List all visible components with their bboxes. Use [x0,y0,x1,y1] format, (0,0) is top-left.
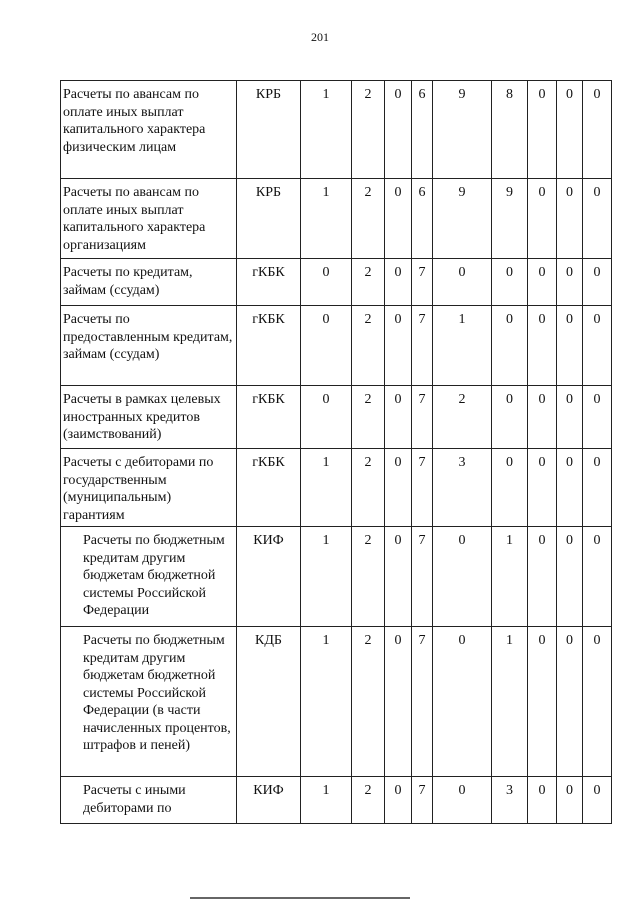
digit-cell: 0 [492,386,528,449]
digit-cell: 7 [412,449,433,527]
digit-cell: 9 [433,81,492,179]
digit-cell: 0 [557,81,583,179]
digit-cell: 0 [557,627,583,777]
digit-cell: 0 [528,777,557,824]
digit-cell: 0 [583,777,612,824]
digit-cell: 0 [385,777,412,824]
digit-cell: 1 [301,777,352,824]
digit-cell: 0 [385,259,412,306]
digit-cell: 0 [385,527,412,627]
account-code: гКБК [237,449,301,527]
digit-cell: 0 [557,386,583,449]
digit-cell: 0 [433,627,492,777]
table-row [61,777,612,824]
digit-cell: 2 [352,179,385,259]
digit-cell: 8 [492,81,528,179]
table-row [61,527,612,627]
digit-cell: 7 [412,386,433,449]
account-name: Расчеты с иными дебиторами по [61,777,237,824]
digit-cell: 2 [352,259,385,306]
table-row [61,627,612,777]
digit-cell: 0 [583,386,612,449]
digit-cell: 0 [583,259,612,306]
table-row [61,306,612,386]
account-code: гКБК [237,386,301,449]
digit-cell: 3 [492,777,528,824]
digit-cell: 1 [301,81,352,179]
digit-cell: 7 [412,777,433,824]
digit-cell: 1 [301,179,352,259]
digit-cell: 0 [385,386,412,449]
digit-cell: 0 [492,259,528,306]
digit-cell: 0 [528,386,557,449]
account-name: Расчеты в рамках целевых иностранных кредитов (заимствований) [61,386,237,449]
digit-cell: 0 [583,449,612,527]
table-row [61,449,612,527]
account-name: Расчеты по бюджетным кредитам другим бюджетам бюджетной системы Российской Федерации (в части начисленных процентов, штрафов и пеней) [61,627,237,777]
digit-cell: 0 [528,306,557,386]
digit-cell: 0 [492,306,528,386]
digit-cell: 2 [352,777,385,824]
account-code: КИФ [237,527,301,627]
digit-cell: 6 [412,179,433,259]
table-row [61,81,612,179]
digit-cell: 0 [301,306,352,386]
digit-cell: 2 [352,386,385,449]
digit-cell: 0 [557,527,583,627]
digit-cell: 7 [412,627,433,777]
digit-cell: 0 [433,527,492,627]
table-row [61,179,612,259]
digit-cell: 1 [492,627,528,777]
digit-cell: 2 [352,627,385,777]
digit-cell: 0 [583,81,612,179]
scan-edge-line [190,897,410,899]
digit-cell: 0 [385,179,412,259]
digit-cell: 9 [433,179,492,259]
account-code: гКБК [237,259,301,306]
digit-cell: 2 [352,527,385,627]
digit-cell: 0 [301,259,352,306]
digit-cell: 0 [583,627,612,777]
digit-cell: 0 [528,449,557,527]
digit-cell: 2 [352,306,385,386]
digit-cell: 0 [385,449,412,527]
digit-cell: 0 [528,627,557,777]
digit-cell: 0 [557,777,583,824]
digit-cell: 2 [352,449,385,527]
digit-cell: 0 [528,81,557,179]
digit-cell: 1 [301,627,352,777]
digit-cell: 7 [412,527,433,627]
digit-cell: 2 [352,81,385,179]
digit-cell: 1 [492,527,528,627]
digit-cell: 7 [412,259,433,306]
digit-cell: 0 [433,259,492,306]
digit-cell: 0 [301,386,352,449]
account-name: Расчеты по предоставленным кредитам, займам (ссудам) [61,306,237,386]
digit-cell: 0 [557,259,583,306]
digit-cell: 7 [412,306,433,386]
digit-cell: 1 [433,306,492,386]
account-name: Расчеты по кредитам, займам (ссудам) [61,259,237,306]
account-code: КРБ [237,179,301,259]
digit-cell: 0 [583,527,612,627]
account-code: КИФ [237,777,301,824]
digit-cell: 0 [557,449,583,527]
digit-cell: 0 [385,306,412,386]
digit-cell: 1 [301,527,352,627]
digit-cell: 0 [433,777,492,824]
digit-cell: 3 [433,449,492,527]
table-row [61,386,612,449]
digit-cell: 0 [557,306,583,386]
digit-cell: 0 [528,527,557,627]
digit-cell: 0 [528,259,557,306]
digit-cell: 9 [492,179,528,259]
account-code: КДБ [237,627,301,777]
digit-cell: 0 [492,449,528,527]
accounts-table [60,80,612,824]
digit-cell: 0 [583,179,612,259]
account-name: Расчеты по авансам по оплате иных выплат капитального характера организациям [61,179,237,259]
digit-cell: 0 [557,179,583,259]
digit-cell: 0 [583,306,612,386]
page-number: 201 [311,30,329,44]
account-code: гКБК [237,306,301,386]
digit-cell: 1 [301,449,352,527]
account-name: Расчеты с дебиторами по государственным (муниципальным) гарантиям [61,449,237,527]
digit-cell: 0 [385,81,412,179]
table-row [61,259,612,306]
digit-cell: 6 [412,81,433,179]
digit-cell: 0 [528,179,557,259]
account-code: КРБ [237,81,301,179]
account-name: Расчеты по авансам по оплате иных выплат капитального характера физическим лицам [61,81,237,179]
digit-cell: 2 [433,386,492,449]
digit-cell: 0 [385,627,412,777]
account-name: Расчеты по бюджетным кредитам другим бюджетам бюджетной системы Российской Федерации [61,527,237,627]
